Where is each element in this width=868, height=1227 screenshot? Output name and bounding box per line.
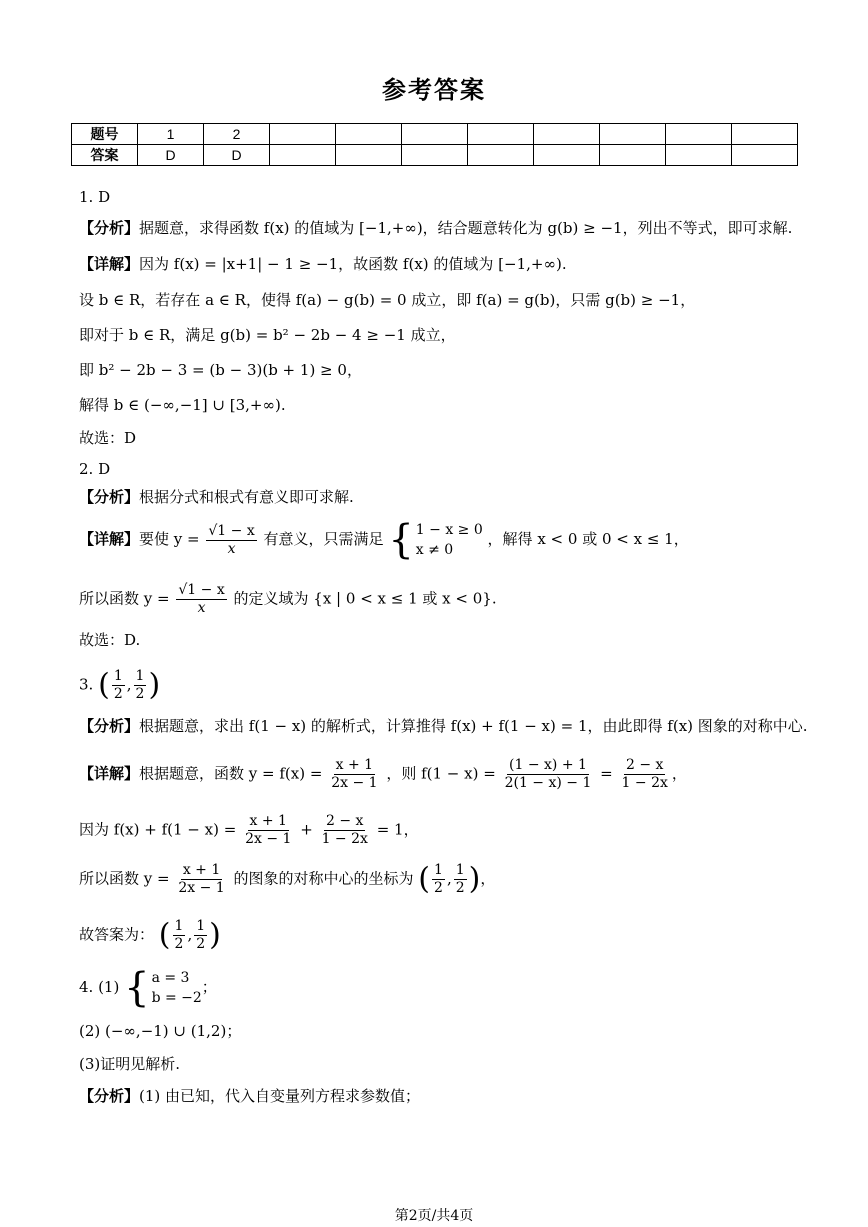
table-cell — [402, 124, 468, 145]
denominator: 2 — [196, 936, 206, 952]
numerator: (1 − x) + 1 — [509, 757, 587, 773]
q2-choice: 故选：D. — [79, 631, 141, 649]
table-cell — [270, 124, 336, 145]
denominator: 2 — [434, 880, 443, 896]
q4-part3: (3)证明见解析. — [79, 1055, 181, 1073]
fraction — [454, 862, 467, 897]
q1-line: 设 b ∈ R，若存在 a ∈ R，使得 f(a) − g(b) = 0 成立，即 f(a) = g(b)，只需 g(b) ≥ −1， — [79, 291, 696, 309]
numerator: 1 — [113, 668, 123, 684]
numerator: 1 — [455, 862, 465, 878]
separator: , — [126, 675, 132, 694]
q2-analysis — [79, 487, 354, 507]
line-text: 的图象的对称中心的坐标为 — [233, 869, 414, 888]
fraction — [206, 523, 256, 558]
analysis-text: 根据题意，求出 f(1 − x) 的解析式，计算推得 f(x) + f(1 − x) = 1，由此即得 f(x) 图象的对称中心. — [139, 717, 808, 735]
system-line: x ≠ 0 — [415, 542, 454, 558]
paren-left: ( — [98, 667, 110, 703]
analysis-text: (1) 由已知，代入自变量列方程求参数值； — [139, 1087, 421, 1105]
detail-tag: 【详解】 — [79, 764, 140, 783]
q3-line — [79, 813, 419, 848]
table-cell: 1 — [138, 124, 204, 145]
q1-choice: 故选：D — [79, 429, 137, 447]
numerator: x + 1 — [182, 862, 221, 878]
denominator: 2 — [113, 686, 123, 702]
numerator: √1 − x — [208, 522, 255, 539]
fraction — [194, 918, 207, 953]
fraction — [112, 668, 125, 703]
denominator: 2x − 1 — [178, 880, 225, 896]
line-text: 故答案为： — [79, 925, 155, 944]
q2-number: 2. D — [79, 460, 111, 478]
brace-icon: { — [124, 965, 150, 1011]
q2-detail — [79, 517, 689, 563]
table-header-number: 题号 — [72, 124, 138, 145]
table-cell — [600, 145, 666, 166]
system-line: a = 3 — [151, 970, 190, 986]
analysis-tag: 【分析】 — [79, 1087, 140, 1105]
numerator: x + 1 — [335, 757, 374, 773]
q3-detail — [79, 757, 687, 792]
table-cell — [468, 145, 534, 166]
q3-number — [79, 668, 160, 703]
detail-text: 因为 f(x) = |x+1| − 1 ≥ −1，故函数 f(x) 的值域为 [−1,+∞). — [139, 255, 567, 273]
q3-answer — [79, 918, 221, 953]
fraction — [620, 757, 670, 792]
fraction — [320, 813, 370, 848]
line-text: 的定义域为 {x | 0 < x ≤ 1 或 x < 0}. — [233, 589, 497, 608]
line-text: ； — [201, 978, 217, 996]
separator: , — [446, 869, 452, 888]
table-cell: 2 — [204, 124, 270, 145]
paren-left: ( — [158, 917, 171, 953]
detail-text: ，解得 x < 0 或 0 < x ≤ 1， — [487, 530, 689, 548]
detail-text: 有意义，只需满足 — [263, 530, 384, 548]
analysis-tag: 【分析】 — [79, 488, 140, 506]
q3-line — [79, 862, 495, 897]
denominator: 2x − 1 — [331, 775, 378, 791]
detail-text: ，则 f(1 − x) = — [386, 764, 496, 783]
numerator: 2 − x — [326, 813, 364, 829]
fraction — [176, 582, 226, 617]
q1-line: 即 b² − 2b − 3 = (b − 3)(b + 1) ≥ 0， — [79, 361, 362, 379]
q3-analysis — [79, 716, 808, 736]
denominator: 2 — [174, 936, 184, 952]
q4-part1 — [79, 965, 217, 1011]
table-cell — [534, 124, 600, 145]
denominator: 2 — [135, 686, 145, 702]
table-cell — [336, 124, 402, 145]
q1-analysis — [79, 218, 792, 238]
numerator: 1 — [174, 918, 184, 934]
table-cell — [402, 145, 468, 166]
numerator: 1 — [135, 668, 145, 684]
denominator: 2 — [455, 880, 465, 896]
detail-text: 要使 y = — [139, 530, 200, 548]
numerator: 1 — [196, 918, 206, 934]
analysis-tag: 【分析】 — [79, 717, 140, 735]
denominator: 1 − 2x — [621, 775, 668, 791]
table-cell — [270, 145, 336, 166]
page-footer: 第2页/共4页 — [394, 1208, 474, 1224]
plus-sign: + — [300, 820, 313, 839]
detail-text: ， — [671, 764, 687, 783]
analysis-tag: 【分析】 — [79, 219, 140, 237]
line-text: 所以函数 y = — [79, 589, 170, 608]
line-text: 所以函数 y = — [79, 869, 170, 888]
table-cell — [666, 124, 732, 145]
q1-line: 即对于 b ∈ R，满足 g(b) = b² − 2b − 4 ≥ −1 成立， — [79, 326, 456, 344]
fraction — [134, 668, 147, 703]
denominator: 2(1 − x) − 1 — [504, 775, 592, 791]
numerator: 2 − x — [625, 757, 664, 773]
paren-right: ) — [148, 667, 161, 703]
denominator: x — [197, 600, 206, 616]
fraction — [503, 757, 594, 792]
q1-detail — [79, 254, 567, 274]
denominator: 1 − 2x — [321, 831, 368, 847]
numerator: √1 − x — [178, 582, 225, 598]
separator: , — [187, 925, 193, 944]
denominator: x — [227, 540, 236, 557]
q4-part2: (2) (−∞,−1) ∪ (1,2)； — [79, 1022, 242, 1040]
fraction — [176, 862, 226, 897]
answer-table — [71, 123, 798, 166]
table-cell — [732, 124, 798, 145]
question-number: 4. (1) — [79, 978, 120, 996]
equation-system — [124, 965, 202, 1011]
paren-left: ( — [418, 861, 431, 897]
fraction — [329, 757, 379, 792]
equation-system — [388, 517, 483, 563]
table-row-numbers — [72, 124, 798, 145]
q1-line: 解得 b ∈ (−∞,−1] ∪ [3,+∞). — [79, 396, 286, 414]
q1-number: 1. D — [79, 188, 111, 206]
table-cell — [732, 145, 798, 166]
fraction — [432, 862, 445, 897]
paren-right: ) — [468, 861, 481, 897]
analysis-text: 据题意，求得函数 f(x) 的值域为 [−1,+∞)，结合题意转化为 g(b) ≥ −1，列出不等式，即可求解. — [139, 219, 793, 237]
detail-text: 根据题意，函数 y = f(x) = — [139, 764, 323, 783]
table-cell — [468, 124, 534, 145]
paren-right: ) — [209, 917, 221, 953]
table-header-answer: 答案 — [72, 145, 138, 166]
q2-line — [79, 582, 497, 617]
system-line: 1 − x ≥ 0 — [415, 522, 483, 538]
analysis-text: 根据分式和根式有意义即可求解. — [139, 488, 354, 506]
fraction — [243, 813, 293, 848]
numerator: x + 1 — [249, 813, 287, 829]
table-cell — [534, 145, 600, 166]
page-title: 参考答案 — [382, 75, 486, 104]
equals-sign: = — [600, 764, 613, 783]
table-row-answers — [72, 145, 798, 166]
question-number: 3. — [79, 675, 94, 694]
table-cell — [600, 124, 666, 145]
detail-tag: 【详解】 — [79, 530, 140, 548]
table-cell — [666, 145, 732, 166]
table-cell — [336, 145, 402, 166]
numerator: 1 — [434, 862, 443, 878]
line-text: 因为 f(x) + f(1 − x) = — [79, 820, 237, 839]
table-cell: D — [138, 145, 204, 166]
line-text: ， — [480, 869, 496, 888]
line-text: = 1， — [376, 820, 419, 839]
fraction — [173, 918, 186, 953]
table-cell: D — [204, 145, 270, 166]
detail-tag: 【详解】 — [79, 255, 140, 273]
denominator: 2x − 1 — [245, 831, 292, 847]
brace-icon: { — [388, 517, 414, 563]
system-line: b = −2 — [151, 990, 202, 1006]
q4-analysis — [79, 1086, 420, 1106]
